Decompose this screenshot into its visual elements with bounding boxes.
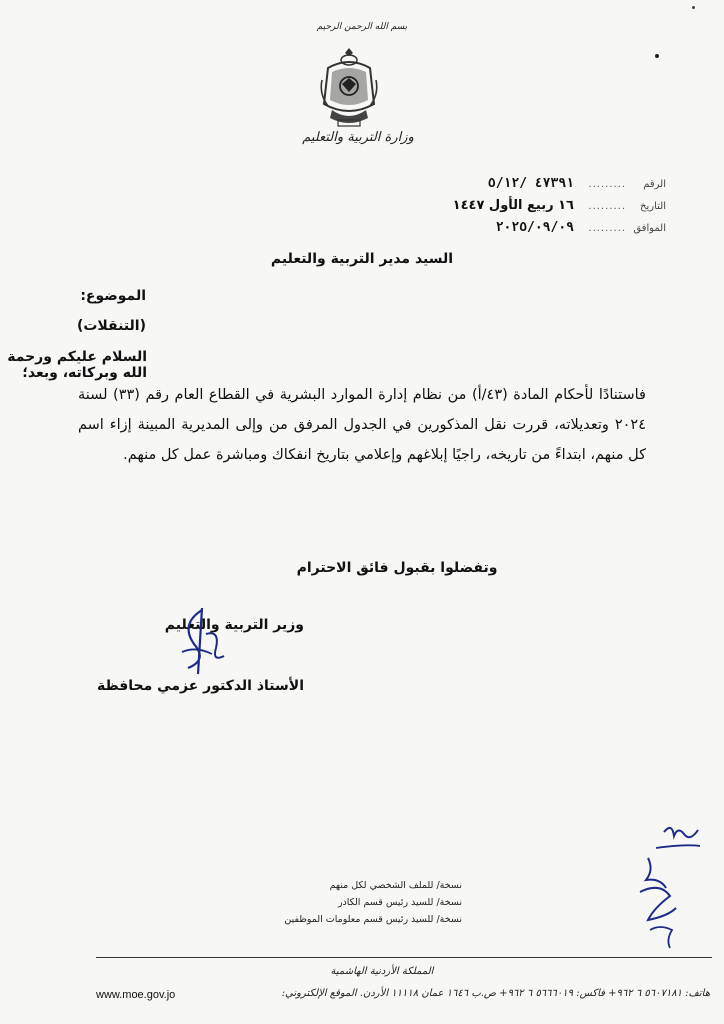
- copy-line: نسخة/ للملف الشخصي لكل منهم: [329, 880, 462, 891]
- dots: .........: [588, 201, 626, 212]
- reference-date-row: [426, 198, 666, 220]
- reference-block: [426, 176, 666, 242]
- reference-number-value: ٤٧٣٩١ /٥/١٢: [487, 176, 574, 191]
- reference-corresponding-label: الموافق: [633, 223, 666, 234]
- scan-speck: [692, 6, 695, 9]
- subject-label: الموضوع:: [80, 288, 146, 304]
- footer-kingdom: المملكة الأردنية الهاشمية: [330, 966, 434, 977]
- addressee: السيد مدير التربية والتعليم: [270, 251, 454, 267]
- signatory-name: الأستاذ الدكتور عزمي محافظة: [96, 678, 304, 694]
- reference-number-label: الرقم: [643, 179, 666, 190]
- closing: وتفضلوا بقبول فائق الاحترام: [296, 560, 498, 576]
- royal-emblem-icon: [318, 44, 380, 130]
- dots: .........: [588, 179, 626, 190]
- handwritten-initials-icon: [626, 812, 706, 952]
- footer-contact: هاتف: ٥٦٠٧١٨١ ٦ ٩٦٢+ فاكس: ٥٦٦٦٠١٩ ٦ ٩٦٢+ ص.ب ١٦٤٦ عمان ١١١١٨ الأردن. الموقع الإلكتروني:: [281, 988, 710, 999]
- reference-date-label: التاريخ: [640, 201, 666, 212]
- footer-divider: [96, 957, 712, 958]
- greeting: السلام عليكم ورحمة الله وبركاته، وبعد؛: [7, 349, 147, 381]
- reference-number-row: [426, 176, 666, 198]
- dots: .........: [588, 223, 626, 234]
- reference-date-value: ١٦ ربيع الأول ١٤٤٧: [452, 198, 574, 213]
- footer-website-link[interactable]: www.moe.gov.jo: [96, 989, 176, 1001]
- subject-value: (التنقلات): [76, 318, 146, 334]
- reference-corresponding-row: [426, 220, 666, 242]
- ministry-name: وزارة التربية والتعليم: [302, 130, 414, 145]
- copy-line: نسخة/ للسيد رئيس قسم الكادر: [337, 897, 462, 908]
- signatory-title: وزير التربية والتعليم: [164, 617, 304, 633]
- bismillah: بسم الله الرحمن الرحيم: [316, 22, 408, 32]
- scan-speck: [655, 54, 659, 58]
- reference-corresponding-value: ٢٠٢٥/٠٩/٠٩: [495, 220, 574, 235]
- copies-list: [284, 877, 462, 928]
- letter-body: فاستنادًا لأحكام المادة (٤٣/أ) من نظام إدارة الموارد البشرية في القطاع العام رقم (٣٣) لسنة ٢٠٢٤ وتعديلاته، قررت نقل المذكورين في الجدول المرفق من وإلى المديرية المبينة إزاء اسم كل منهم، ابتداءً من تاريخه، راجيًا إبلاغهم وإعلامي بتاريخ انفكاك ومباشرة عمل كل منهم.: [78, 387, 646, 463]
- copy-line: نسخة/ للسيد رئيس قسم معلومات الموظفين: [284, 914, 462, 925]
